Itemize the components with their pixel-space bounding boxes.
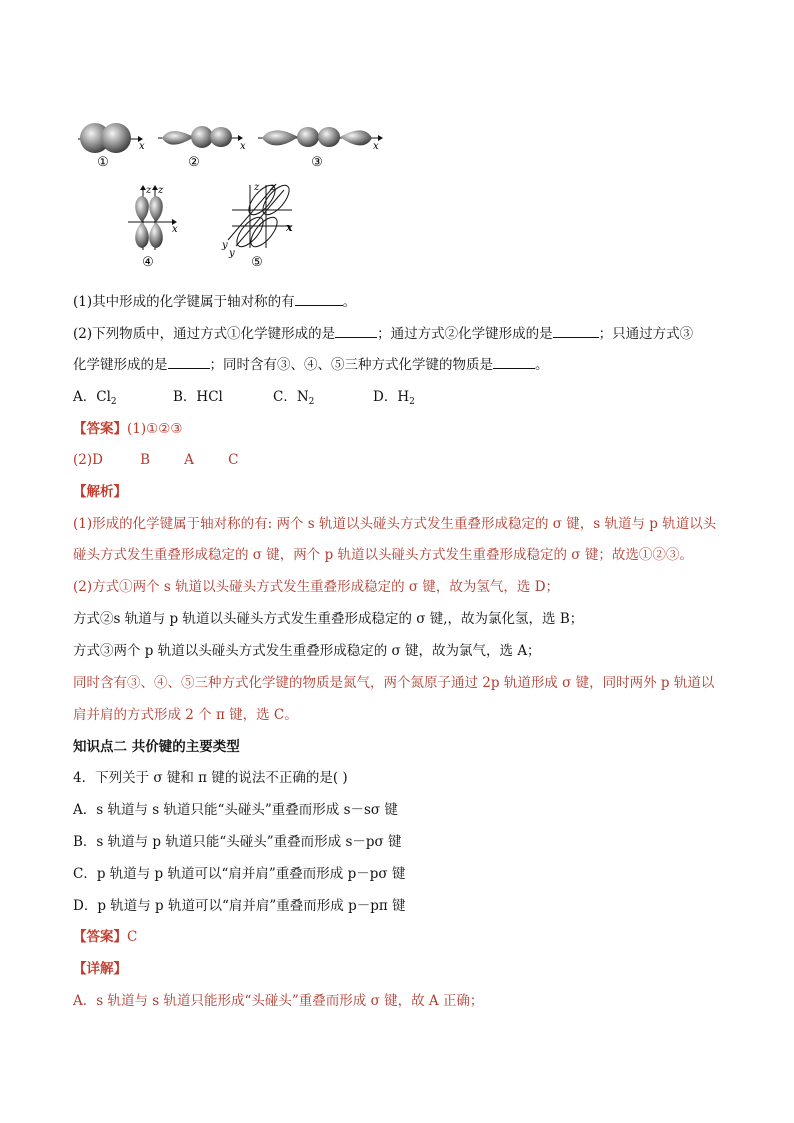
q4-option-a: A．s 轨道与 s 轨道只能“头碰头”重叠而形成 s－sσ 键 [73, 802, 398, 818]
q3-part1-end: 。 [342, 294, 357, 310]
q3-options [73, 388, 453, 406]
q3-part1 [73, 293, 356, 311]
figure-p-p-sigma-overlap [258, 127, 383, 152]
detail-tag: 【详解】 [73, 961, 127, 977]
axis-label-x: x [240, 141, 246, 152]
axis-label-x: x [286, 221, 293, 234]
q3-part2-line1 [73, 325, 693, 343]
option-b: B．HCl [173, 389, 223, 405]
figure-label-4: ④ [142, 255, 154, 270]
answer-blank [295, 305, 343, 306]
q3-part2-text-c: ；只通过方式③ [598, 326, 694, 342]
answer-item: C [228, 452, 239, 468]
figure-label-2: ② [188, 155, 200, 170]
detail-line: A．s 轨道与 s 轨道只能形成“头碰头”重叠而形成 σ 键，故 A 正确； [73, 993, 484, 1009]
answer-item: A [184, 452, 194, 468]
analysis-line: 同时含有③、④、⑤三种方式化学键的物质是氮气，两个氮原子通过 2p 轨道形成 σ 键，同时两外 p 轨道以 [73, 675, 715, 691]
section-title: 知识点二 共价键的主要类型 [73, 739, 240, 755]
answer-blank [168, 368, 210, 369]
axis-label-x: x [139, 141, 145, 152]
answer-blank [553, 337, 599, 338]
q3-part2-text-d: 化学键形成的是 [73, 357, 168, 373]
answer-blank [335, 337, 377, 338]
q3-part1-text: (1)其中形成的化学键属于轴对称的有 [73, 294, 295, 310]
q4-option-b: B．s 轨道与 p 轨道只能“头碰头”重叠而形成 s－pσ 键 [73, 834, 402, 850]
answer-item: B [140, 452, 151, 468]
figure-s-p-overlap [158, 126, 246, 152]
option-d: D．$H_2$ [373, 389, 415, 407]
axis-label-x: x [373, 141, 379, 152]
q4-option-c: C．p 轨道与 p 轨道可以“肩并肩”重叠而形成 p－pσ 键 [73, 866, 406, 882]
axis-label-z: z [146, 185, 152, 196]
q4-option-d: D．p 轨道与 p 轨道可以“肩并肩”重叠而形成 p－pπ 键 [73, 898, 406, 914]
q4-stem: 4．下列关于 σ 键和 π 键的说法不正确的是( ) [73, 770, 348, 786]
q3-answer-line1 [73, 420, 182, 438]
analysis-line: 方式②s 轨道与 p 轨道以头碰头方式发生重叠形成稳定的 σ 键,，故为氯化氢，选 B； [73, 611, 584, 627]
q3-part2-end: 。 [535, 357, 549, 373]
answer-part1: (1)①②③ [127, 421, 183, 437]
figure-p-p-pi-overlap [128, 185, 178, 250]
answer-tag: 【答案】 [73, 421, 127, 437]
q3-answer-line2 [73, 451, 238, 469]
figure-s-s-overlap [78, 123, 145, 153]
answer-part2-prefix: (2) [73, 452, 93, 468]
analysis-line: (1)形成的化学键属于轴对称的有: 两个 s 轨道以头碰头方式发生重叠形成稳定的 σ 键，s 轨道与 p 轨道以头 [73, 516, 717, 532]
option-c: C．$N_2$ [273, 389, 315, 407]
analysis-tag: 【解析】 [73, 484, 127, 500]
q3-part2-line2 [73, 356, 549, 374]
q3-part2-text-e: ；同时含有③、④、⑤三种方式化学键的物质是 [209, 357, 493, 373]
q3-part2-text-a: (2)下列物质中，通过方式①化学键形成的是 [73, 326, 336, 342]
axis-label-z: z [158, 185, 164, 196]
analysis-line: 碰头方式发生重叠形成稳定的 σ 键，两个 p 轨道以头碰头方式发生重叠形成稳定的 σ 键；故选①②③。 [73, 547, 693, 563]
analysis-line: (2)方式①两个 s 轨道以头碰头方式发生重叠形成稳定的 σ 键，故为氢气，选 D； [73, 579, 560, 595]
figure-label-5: ⑤ [251, 255, 263, 270]
orbital-overlap-figures [0, 0, 794, 280]
q4-answer-line [73, 928, 137, 946]
detail-tag-line [73, 960, 127, 978]
axis-label-z: z [270, 182, 276, 193]
answer-tag: 【答案】 [73, 929, 127, 945]
analysis-line: 方式③两个 p 轨道以头碰头方式发生重叠形成稳定的 σ 键，故为氯气，选 A； [73, 643, 541, 659]
axis-label-x: x [172, 224, 178, 235]
q4-answer: C [127, 929, 138, 945]
figure-label-1: ① [97, 155, 109, 170]
figure-label-3: ③ [311, 155, 323, 170]
answer-item: D [92, 452, 103, 468]
axis-label-z: z [254, 182, 260, 193]
analysis-tag-line [73, 483, 127, 501]
analysis-line: 肩并肩的方式形成 2 个 π 键，选 C。 [73, 707, 298, 723]
axis-label-y: y [229, 248, 235, 259]
q3-part2-text-b: ；通过方式②化学键形成的是 [377, 326, 553, 342]
option-a: A．$Cl_2$ [73, 389, 117, 407]
answer-blank [493, 368, 535, 369]
figure-pi-bond-schematic [228, 181, 294, 251]
axis-label-y: y [222, 240, 228, 251]
